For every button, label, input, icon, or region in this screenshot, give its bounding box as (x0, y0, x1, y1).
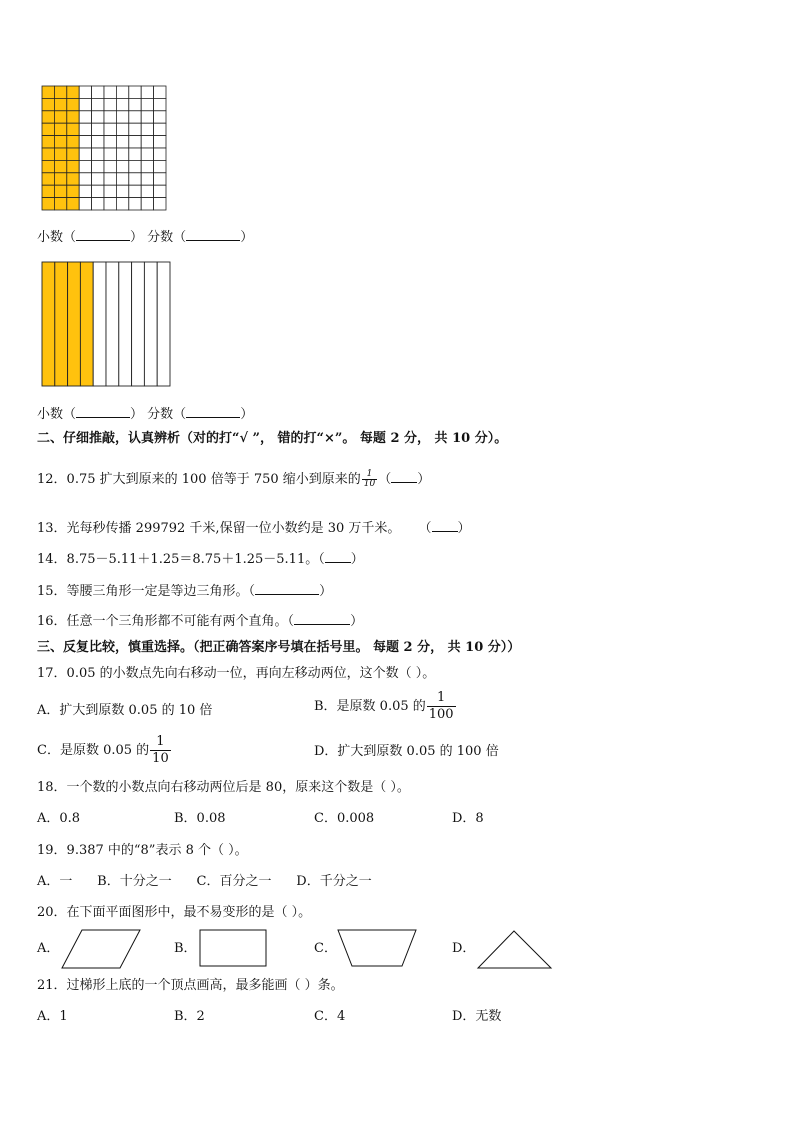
question-20: 20．在下面平面图形中，最不易变形的是（ ）。 (37, 905, 312, 920)
empty-cell (104, 98, 116, 110)
empty-cell (129, 173, 141, 185)
question-19: 19．9.387 中的“8”表示 8 个（ ）。 (37, 843, 248, 858)
shaded-cell (54, 160, 66, 172)
shaded-cell (54, 185, 66, 197)
answer-blank[interactable] (432, 519, 458, 532)
empty-cell (154, 173, 166, 185)
answer-blank[interactable] (294, 612, 350, 625)
empty-cell (79, 136, 91, 148)
fraction-label: 分数（ (147, 407, 187, 422)
empty-cell (79, 185, 91, 197)
decimal-blank[interactable] (76, 405, 130, 418)
shaded-cell (67, 123, 79, 135)
empty-cell (92, 148, 104, 160)
question-17: 17．0.05 的小数点先向右移动一位，再向左移动两位，这个数（ ）。 (37, 666, 436, 681)
empty-cell (154, 136, 166, 148)
empty-cell (141, 148, 153, 160)
answer-blank[interactable] (391, 470, 417, 483)
shaded-cell (42, 198, 54, 210)
empty-cell (104, 173, 116, 185)
shaded-strip (68, 262, 81, 386)
shaded-cell (67, 173, 79, 185)
answer-blank[interactable] (255, 582, 319, 595)
empty-cell (92, 185, 104, 197)
empty-cell (79, 86, 91, 98)
empty-cell (141, 173, 153, 185)
shaded-strip (42, 262, 55, 386)
empty-cell (79, 98, 91, 110)
empty-cell (104, 198, 116, 210)
empty-cell (116, 111, 128, 123)
empty-cell (104, 111, 116, 123)
empty-cell (154, 198, 166, 210)
q21-option-b[interactable]: B．2 (174, 1009, 205, 1024)
q18-option-c[interactable]: C．0.008 (314, 811, 375, 826)
empty-cell (116, 148, 128, 160)
empty-cell (104, 160, 116, 172)
shaded-cell (42, 111, 54, 123)
shaded-cell (54, 123, 66, 135)
q17-option-a[interactable]: A．扩大到原数 0.05 的 10 倍 (37, 703, 213, 718)
answer-line-1: 小数（ ） 分数（ ） (37, 230, 254, 245)
empty-cell (129, 98, 141, 110)
q18-option-d[interactable]: D．8 (452, 811, 484, 826)
shaded-strip (80, 262, 93, 386)
shaded-cell (54, 86, 66, 98)
shaded-cell (54, 198, 66, 210)
decimal-label: 小数（ (37, 407, 77, 422)
fraction-blank[interactable] (186, 405, 240, 418)
shaded-cell (67, 198, 79, 210)
shaded-cell (42, 123, 54, 135)
empty-cell (116, 185, 128, 197)
strip-figure (40, 260, 176, 390)
empty-cell (154, 148, 166, 160)
shaded-cell (54, 98, 66, 110)
empty-cell (129, 111, 141, 123)
fraction-one-hundredth: $\frac{1}{100}$ (428, 690, 454, 722)
q21-option-a[interactable]: A．1 (37, 1009, 68, 1024)
shaded-strip (55, 262, 68, 386)
question-14: 14．8.75－5.11＋1.25＝8.75＋1.25－5.11。（ ） (37, 552, 364, 567)
shaded-cell (42, 173, 54, 185)
empty-cell (104, 136, 116, 148)
empty-cell (79, 148, 91, 160)
empty-strip (119, 262, 132, 386)
empty-cell (92, 198, 104, 210)
parallelogram-shape (60, 928, 144, 972)
question-21: 21．过梯形上底的一个顶点画高，最多能画（ ）条。 (37, 978, 344, 993)
empty-cell (154, 160, 166, 172)
q20-option-d[interactable]: D． (452, 941, 476, 956)
empty-cell (141, 111, 153, 123)
empty-cell (116, 160, 128, 172)
triangle-shape (476, 928, 556, 972)
empty-cell (154, 185, 166, 197)
empty-cell (92, 173, 104, 185)
empty-cell (129, 160, 141, 172)
empty-cell (116, 173, 128, 185)
empty-cell (104, 148, 116, 160)
empty-cell (141, 136, 153, 148)
empty-cell (129, 198, 141, 210)
empty-cell (79, 160, 91, 172)
q21-option-c[interactable]: C．4 (314, 1009, 346, 1024)
empty-cell (116, 198, 128, 210)
empty-cell (129, 136, 141, 148)
empty-cell (92, 98, 104, 110)
empty-cell (79, 198, 91, 210)
empty-cell (116, 136, 128, 148)
shaded-cell (67, 148, 79, 160)
shaded-cell (67, 86, 79, 98)
shaded-cell (67, 136, 79, 148)
empty-cell (154, 123, 166, 135)
shaded-cell (67, 111, 79, 123)
q17-option-b[interactable]: B．是原数 0.05 的 $\frac{1}{100}$ (314, 690, 454, 722)
q20-option-c[interactable]: C． (314, 941, 337, 956)
empty-cell (79, 111, 91, 123)
empty-cell (129, 123, 141, 135)
empty-cell (116, 98, 128, 110)
empty-cell (141, 160, 153, 172)
shaded-cell (67, 98, 79, 110)
empty-cell (92, 111, 104, 123)
empty-cell (141, 86, 153, 98)
empty-strip (157, 262, 170, 386)
empty-cell (92, 136, 104, 148)
trapezoid-shape (336, 928, 420, 970)
shaded-cell (42, 148, 54, 160)
shaded-cell (42, 98, 54, 110)
shaded-cell (42, 136, 54, 148)
empty-strip (106, 262, 119, 386)
shaded-cell (54, 136, 66, 148)
empty-cell (129, 148, 141, 160)
shaded-cell (54, 148, 66, 160)
empty-cell (129, 185, 141, 197)
shaded-cell (67, 185, 79, 197)
q20-option-a[interactable]: A． (37, 941, 60, 956)
empty-cell (79, 123, 91, 135)
shaded-cell (42, 86, 54, 98)
empty-cell (116, 123, 128, 135)
decimal-label: 小数（ (37, 230, 77, 245)
q18-option-b[interactable]: B．0.08 (174, 811, 226, 826)
fraction-label: 分数（ (147, 230, 187, 245)
shaded-cell (42, 185, 54, 197)
empty-cell (92, 86, 104, 98)
section-2-title: 二、仔细推敲，认真辨析（对的打“√ ”， 错的打“×”。 每题 2 分， 共 10 分）。 (37, 431, 508, 446)
q17-option-c[interactable]: C．是原数 0.05 的 $\frac{1}{10}$ (37, 734, 169, 766)
empty-cell (79, 173, 91, 185)
empty-cell (104, 86, 116, 98)
empty-cell (154, 111, 166, 123)
empty-strip (93, 262, 106, 386)
q17-option-d[interactable]: D．扩大到原数 0.05 的 100 倍 (314, 744, 499, 759)
empty-cell (116, 86, 128, 98)
shaded-cell (67, 160, 79, 172)
question-12: 12．0.75 扩大到原来的 100 倍等于 750 缩小到原来的 $\frac{1}{10}$ （ ） (37, 469, 431, 489)
hundred-grid-figure (40, 84, 170, 212)
section-3-title: 三、反复比较，慎重选择。（把正确答案序号填在括号里。 每题 2 分， 共 10 分）） (37, 640, 521, 655)
shaded-cell (54, 173, 66, 185)
empty-strip (144, 262, 157, 386)
question-16: 16．任意一个三角形都不可能有两个直角。（ ） (37, 614, 364, 629)
question-13: 13．光每秒传播 299792 千米,保留一位小数约是 30 万千米。 （ ） (37, 521, 471, 536)
empty-cell (141, 98, 153, 110)
q19-options[interactable]: A．一 B．十分之一 C．百分之一 D．千分之一 (37, 874, 372, 889)
empty-cell (154, 98, 166, 110)
empty-strip (132, 262, 145, 386)
fraction-one-tenth-c: $\frac{1}{10}$ (152, 734, 169, 766)
empty-cell (92, 123, 104, 135)
empty-cell (104, 123, 116, 135)
decimal-blank[interactable] (76, 228, 130, 241)
question-15: 15．等腰三角形一定是等边三角形。（ ） (37, 584, 333, 599)
answer-blank[interactable] (325, 550, 351, 563)
empty-cell (141, 185, 153, 197)
q18-option-a[interactable]: A．0.8 (37, 811, 81, 826)
empty-cell (141, 123, 153, 135)
q21-option-d[interactable]: D．无数 (452, 1009, 502, 1024)
rectangle-shape (198, 928, 270, 970)
question-18: 18．一个数的小数点向右移动两位后是 80，原来这个数是（ ）。 (37, 780, 410, 795)
empty-cell (104, 185, 116, 197)
empty-cell (141, 198, 153, 210)
answer-line-2: 小数（ ） 分数（ ） (37, 407, 254, 422)
shaded-cell (42, 160, 54, 172)
empty-cell (154, 86, 166, 98)
empty-cell (92, 160, 104, 172)
q20-option-b[interactable]: B． (174, 941, 197, 956)
fraction-one-tenth: $\frac{1}{10}$ (363, 469, 376, 489)
shaded-cell (54, 111, 66, 123)
empty-cell (129, 86, 141, 98)
fraction-blank[interactable] (186, 228, 240, 241)
